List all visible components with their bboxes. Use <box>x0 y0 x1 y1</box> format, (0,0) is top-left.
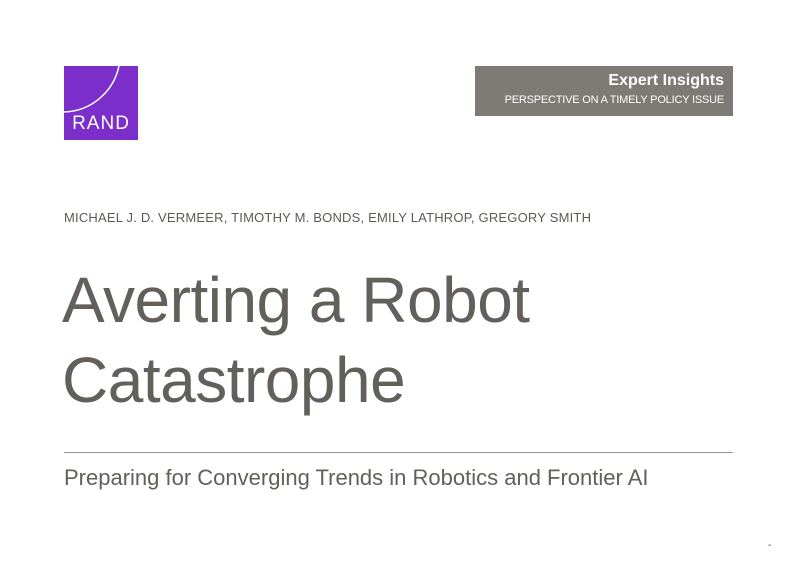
badge-subtitle: PERSPECTIVE ON A TIMELY POLICY ISSUE <box>504 94 724 106</box>
corner-mark: - <box>768 540 772 551</box>
author-list: MICHAEL J. D. VERMEER, TIMOTHY M. BONDS, EMILY LATHROP, GREGORY SMITH <box>64 210 592 225</box>
title-divider <box>64 452 733 453</box>
document-subtitle: Preparing for Converging Trends in Robotics and Frontier AI <box>64 465 649 490</box>
rand-logo <box>64 66 138 140</box>
document-title <box>62 260 752 420</box>
badge-title: Expert Insights <box>608 72 724 89</box>
expert-insights-badge <box>475 66 733 116</box>
logo-text: RAND <box>72 113 130 134</box>
title-line-2: Catastrophe <box>62 344 406 416</box>
title-line-1: Averting a Robot <box>62 264 530 336</box>
